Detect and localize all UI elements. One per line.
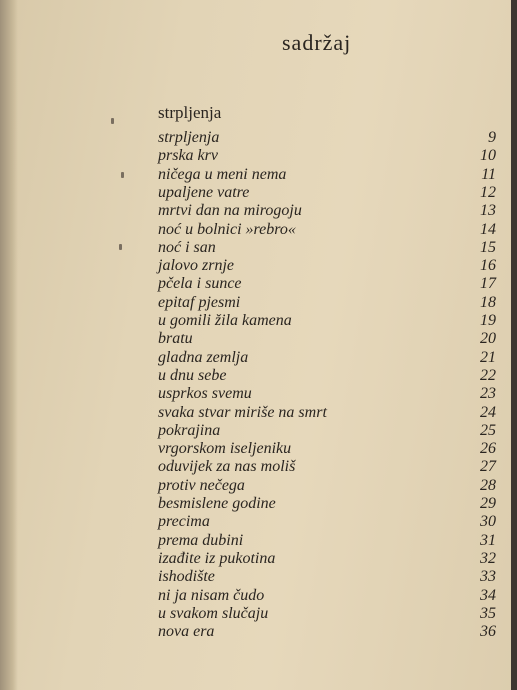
entry-page-number: 27	[480, 458, 496, 476]
entry-page-number: 30	[480, 513, 496, 531]
entry-title: ishodište	[158, 568, 215, 586]
entry-page-number: 18	[480, 293, 496, 311]
entry-title: ničega u meni nema	[158, 165, 287, 183]
contents-entry	[158, 275, 496, 293]
entry-page-number: 14	[480, 220, 496, 238]
contents-entry	[158, 349, 496, 367]
contents-entry	[158, 404, 496, 422]
entry-title: svaka stvar miriše na smrt	[158, 403, 327, 421]
entry-title: bratu	[158, 330, 193, 348]
entry-title: noć u bolnici »rebro«	[158, 220, 296, 238]
contents-entry	[158, 477, 496, 495]
entry-title: pokrajina	[158, 421, 221, 439]
contents-entry	[158, 440, 496, 458]
entry-title: vrgorskom iseljeniku	[158, 440, 292, 458]
section-title: strpljenja	[158, 103, 222, 122]
contents-entry	[158, 422, 496, 440]
contents-entry	[158, 257, 496, 275]
entry-title: precima	[158, 513, 210, 531]
entry-page-number: 33	[480, 568, 496, 586]
entry-title: u dnu sebe	[158, 366, 227, 384]
entry-title: noć i san	[158, 238, 216, 256]
contents-entry	[158, 495, 496, 513]
contents-entry	[158, 623, 496, 641]
entry-title: u gomili žila kamena	[158, 312, 292, 329]
contents-entry	[158, 312, 496, 330]
entry-page-number: 32	[480, 549, 496, 567]
contents-heading: sadržaj	[282, 30, 352, 55]
contents-entry	[158, 550, 496, 568]
contents-entry	[158, 330, 496, 348]
entry-title: usprkos svemu	[158, 385, 252, 403]
entry-page-number: 35	[480, 604, 496, 622]
page-speck	[111, 118, 114, 124]
contents-entry	[158, 166, 496, 184]
entry-page-number: 22	[480, 366, 496, 384]
contents-entry	[158, 147, 496, 165]
entry-title: nova era	[158, 623, 215, 641]
entry-page-number: 10	[480, 147, 496, 165]
entry-title: ni ja nisam čudo	[158, 586, 265, 604]
page-speck	[121, 172, 124, 178]
entry-page-number: 17	[480, 275, 496, 293]
entry-title: besmislene godine	[158, 495, 276, 512]
entry-title: prema dubini	[158, 531, 244, 549]
contents-entry	[158, 367, 496, 385]
background-edge	[511, 0, 517, 690]
entry-title: izađite iz pukotina	[158, 549, 276, 567]
contents-entry	[158, 239, 496, 257]
entry-title: epitaf pjesmi	[158, 293, 241, 311]
page-gutter	[0, 0, 18, 690]
entry-page-number: 20	[480, 330, 496, 348]
entry-title: oduvijek za nas moliš	[158, 458, 296, 476]
entry-page-number: 16	[480, 257, 496, 275]
entry-title: prska krv	[158, 147, 218, 165]
entry-page-number: 15	[480, 238, 496, 256]
contents-entry	[158, 221, 496, 239]
entry-page-number: 11	[481, 165, 496, 183]
entry-page-number: 9	[488, 129, 496, 146]
contents-entry	[158, 129, 496, 147]
contents-entry	[158, 385, 496, 403]
contents-entry	[158, 605, 496, 623]
entry-page-number: 21	[480, 348, 496, 366]
entry-title: strpljenja	[158, 129, 220, 146]
contents-entry	[158, 184, 496, 202]
entry-page-number: 28	[480, 476, 496, 494]
contents-entry	[158, 458, 496, 476]
entry-title: jalovo zrnje	[158, 257, 234, 275]
entry-title: u svakom slučaju	[158, 604, 269, 622]
contents-entry	[158, 294, 496, 312]
entry-page-number: 36	[480, 623, 496, 641]
entry-title: pčela i sunce	[158, 275, 242, 293]
entry-page-number: 19	[480, 312, 496, 329]
entry-page-number: 12	[480, 183, 496, 201]
entry-title: protiv nečega	[158, 476, 245, 494]
entry-page-number: 34	[480, 586, 496, 604]
page-speck	[119, 244, 122, 250]
entry-title: mrtvi dan na mirogoju	[158, 202, 302, 220]
entry-page-number: 29	[480, 495, 496, 512]
entry-page-number: 23	[480, 385, 496, 403]
entry-page-number: 13	[480, 202, 496, 220]
contents-entry	[158, 587, 496, 605]
contents-entry	[158, 532, 496, 550]
contents-entry	[158, 202, 496, 220]
entry-title: gladna zemlja	[158, 348, 249, 366]
entry-page-number: 25	[480, 421, 496, 439]
contents-entry	[158, 568, 496, 586]
entry-title: upaljene vatre	[158, 183, 250, 201]
entry-page-number: 24	[480, 403, 496, 421]
contents-entry	[158, 513, 496, 531]
entry-page-number: 31	[480, 531, 496, 549]
entry-page-number: 26	[480, 440, 496, 458]
